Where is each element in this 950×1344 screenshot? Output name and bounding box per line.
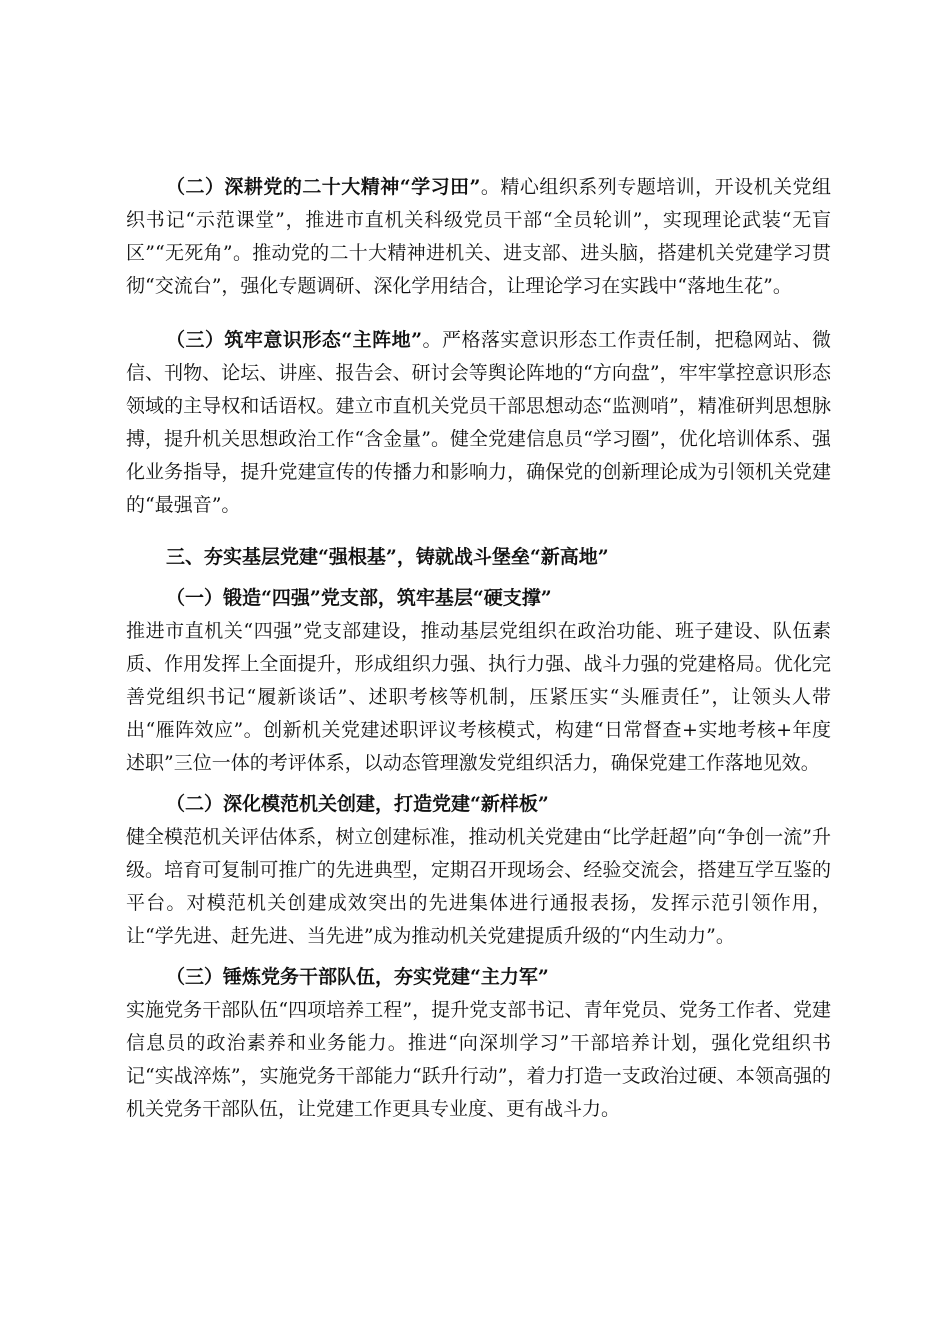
paragraph-heading: （三）筑牢意识形态“主阵地” [166, 329, 423, 351]
paragraph-text: 。严格落实意识形态工作责任制，把稳网站、微信、刊物、论坛、讲座、报告会、研讨会等舆论阵地的“方向盘”，牢牢掌控意识形态领域的主导权和话语权。建立市直机关党员干部思想动态“监测哨”，精准研判思想脉搏，提升机关思想政治工作“含金量”。健全党建信息员“学习圈”，优化培训体系、强化业务指导，提升党建宣传的传播力和影响力，确保党的创新理论成为引领机关党建的“最强音”。 [126, 329, 831, 516]
subsection-heading-1: （一）锻造“四强”党支部，筑牢基层“硬支撑” [166, 587, 552, 609]
subsection-heading-3: （三）锤炼党务干部队伍，夯实党建“主力军” [166, 966, 549, 988]
paragraph-ideology-position [126, 324, 831, 522]
paragraph-text: 。精心组织系列专题培训，开设机关党组织书记“示范课堂”，推进市直机关科级党员干部“全员轮训”，实现理论武装“无盲区”“无死角”。推动党的二十大精神进机关、进支部、进头脑，搭建机关党建学习贯彻“交流台”，强化专题调研、深化学用结合，让理论学习在实践中“落地生花”。 [126, 176, 831, 297]
paragraph-study-field [126, 171, 831, 303]
subsection-text-2: 健全模范机关评估体系，树立创建标准，推动机关党建由“比学赶超”向“争创一流”升级。培育可复制可推广的先进典型，定期召开现场会、经验交流会，搭建互学互鉴的平台。对模范机关创建成效突出的先进集体进行通报表扬，发挥示范引领作用，让“学先进、赶先进、当先进”成为推动机关党建提质升级的“内生动力”。 [126, 826, 831, 947]
subsection-text-1: 推进市直机关“四强”党支部建设，推动基层党组织在政治功能、班子建设、队伍素质、作用发挥上全面提升，形成组织力强、执行力强、战斗力强的党建格局。优化完善党组织书记“履新谈话”、述职考核等机制，压紧压实“头雁责任”，让领头人带出“雁阵效应”。创新机关党建述职评议考核模式，构建“日常督查+实地考核+年度述职”三位一体的考评体系，以动态管理激发党组织活力，确保党建工作落地见效。 [126, 620, 831, 774]
document-body [126, 171, 831, 1126]
paragraph-heading: （二）深耕党的二十大精神“学习田” [166, 176, 481, 198]
section-heading-3: 三、夯实基层党建“强根基”，铸就战斗堡垒“新高地” [166, 546, 609, 568]
subsection-text-3: 实施党务干部队伍“四项培养工程”，提升党支部书记、青年党员、党务工作者、党建信息员的政治素养和业务能力。推进“向深圳学习”干部培养计划，强化党组织书记“实战淬炼”，实施党务干部能力“跃升行动”，着力打造一支政治过硬、本领高强的机关党务干部队伍，让党建工作更具专业度、更有战斗力。 [126, 999, 831, 1120]
subsection-heading-2: （二）深化模范机关创建，打造党建“新样板” [166, 793, 549, 815]
